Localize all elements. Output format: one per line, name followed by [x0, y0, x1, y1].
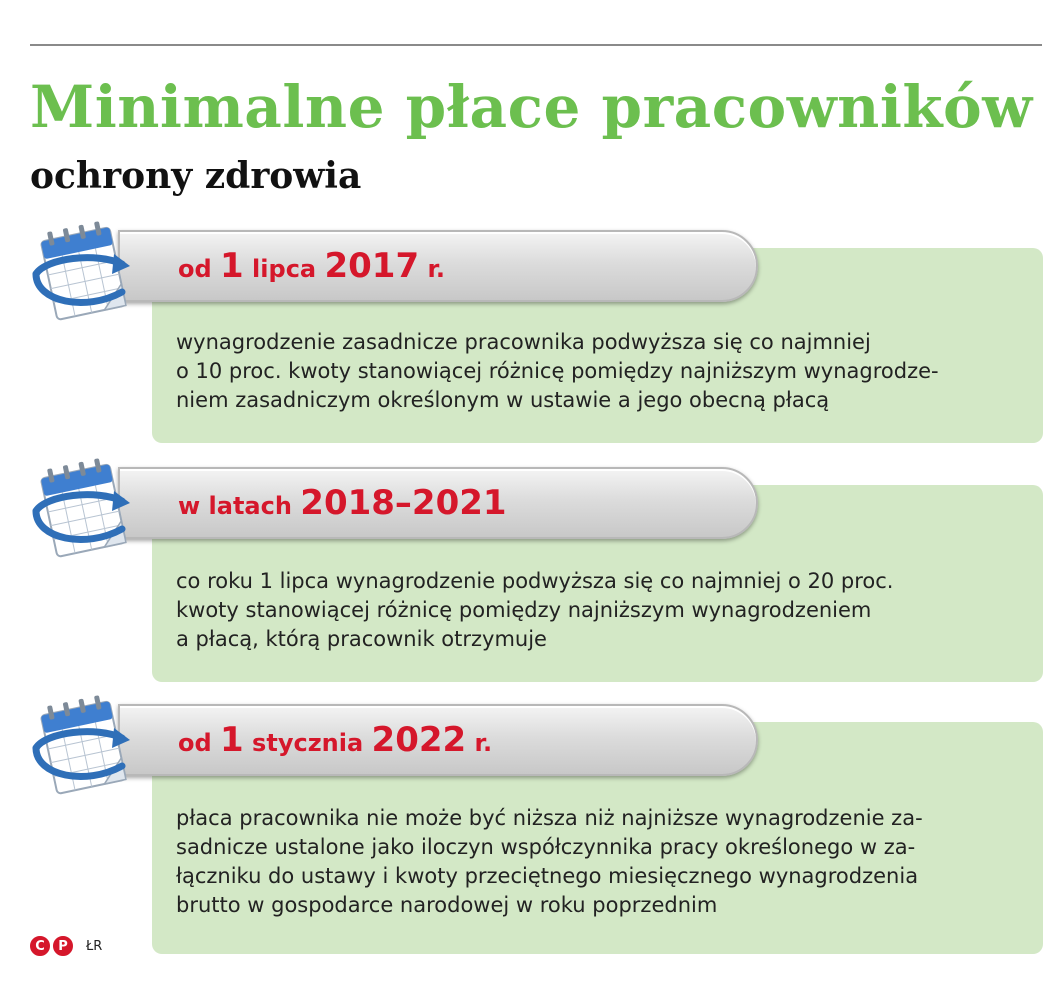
calendar-icon [26, 449, 136, 564]
page-subtitle: ochrony zdrowia [30, 155, 362, 197]
top-rule [30, 44, 1042, 46]
section-heading: od 1 lipca 2017 r. [178, 246, 445, 286]
copyright-icon: C [30, 936, 50, 956]
section-heading: w latach 2018–2021 [178, 483, 507, 523]
section-body-text: co roku 1 lipca wynagrodzenie podwyższa się co najmniej o 20 proc. kwoty stanowiącej różnicę pomiędzy najniższym wynagrodzeniem a płacą, którą pracownik otrzymuje [176, 569, 894, 651]
publisher-icon: P [53, 936, 73, 956]
section-body-text: wynagrodzenie zasadnicze pracownika podwyższa się co najmniej o 10 proc. kwoty stanowiącej różnicę pomiędzy najniższym wynagrodze- niem zasadniczym określonym w ustawie a jego obecną płacą [176, 330, 939, 412]
section-heading-pill [118, 230, 758, 302]
section-body-text: płaca pracownika nie może być niższa niż najniższe wynagrodzenie za- sadnicze ustalone jako iloczyn współczynnika pracy określonego w za- łączniku do ustawy i kwoty przeciętnego miesięcznego wynagrodzenia brutto w gospodarce narodowej w roku poprzednim [176, 806, 923, 917]
section-heading: od 1 stycznia 2022 r. [178, 720, 493, 760]
page-title: Minimalne płace pracowników [30, 73, 1033, 141]
credits [30, 933, 102, 959]
author-initials: ŁR [86, 938, 103, 954]
calendar-icon [26, 212, 136, 327]
section-heading-pill [118, 467, 758, 539]
calendar-icon [26, 686, 136, 801]
section-heading-pill [118, 704, 758, 776]
